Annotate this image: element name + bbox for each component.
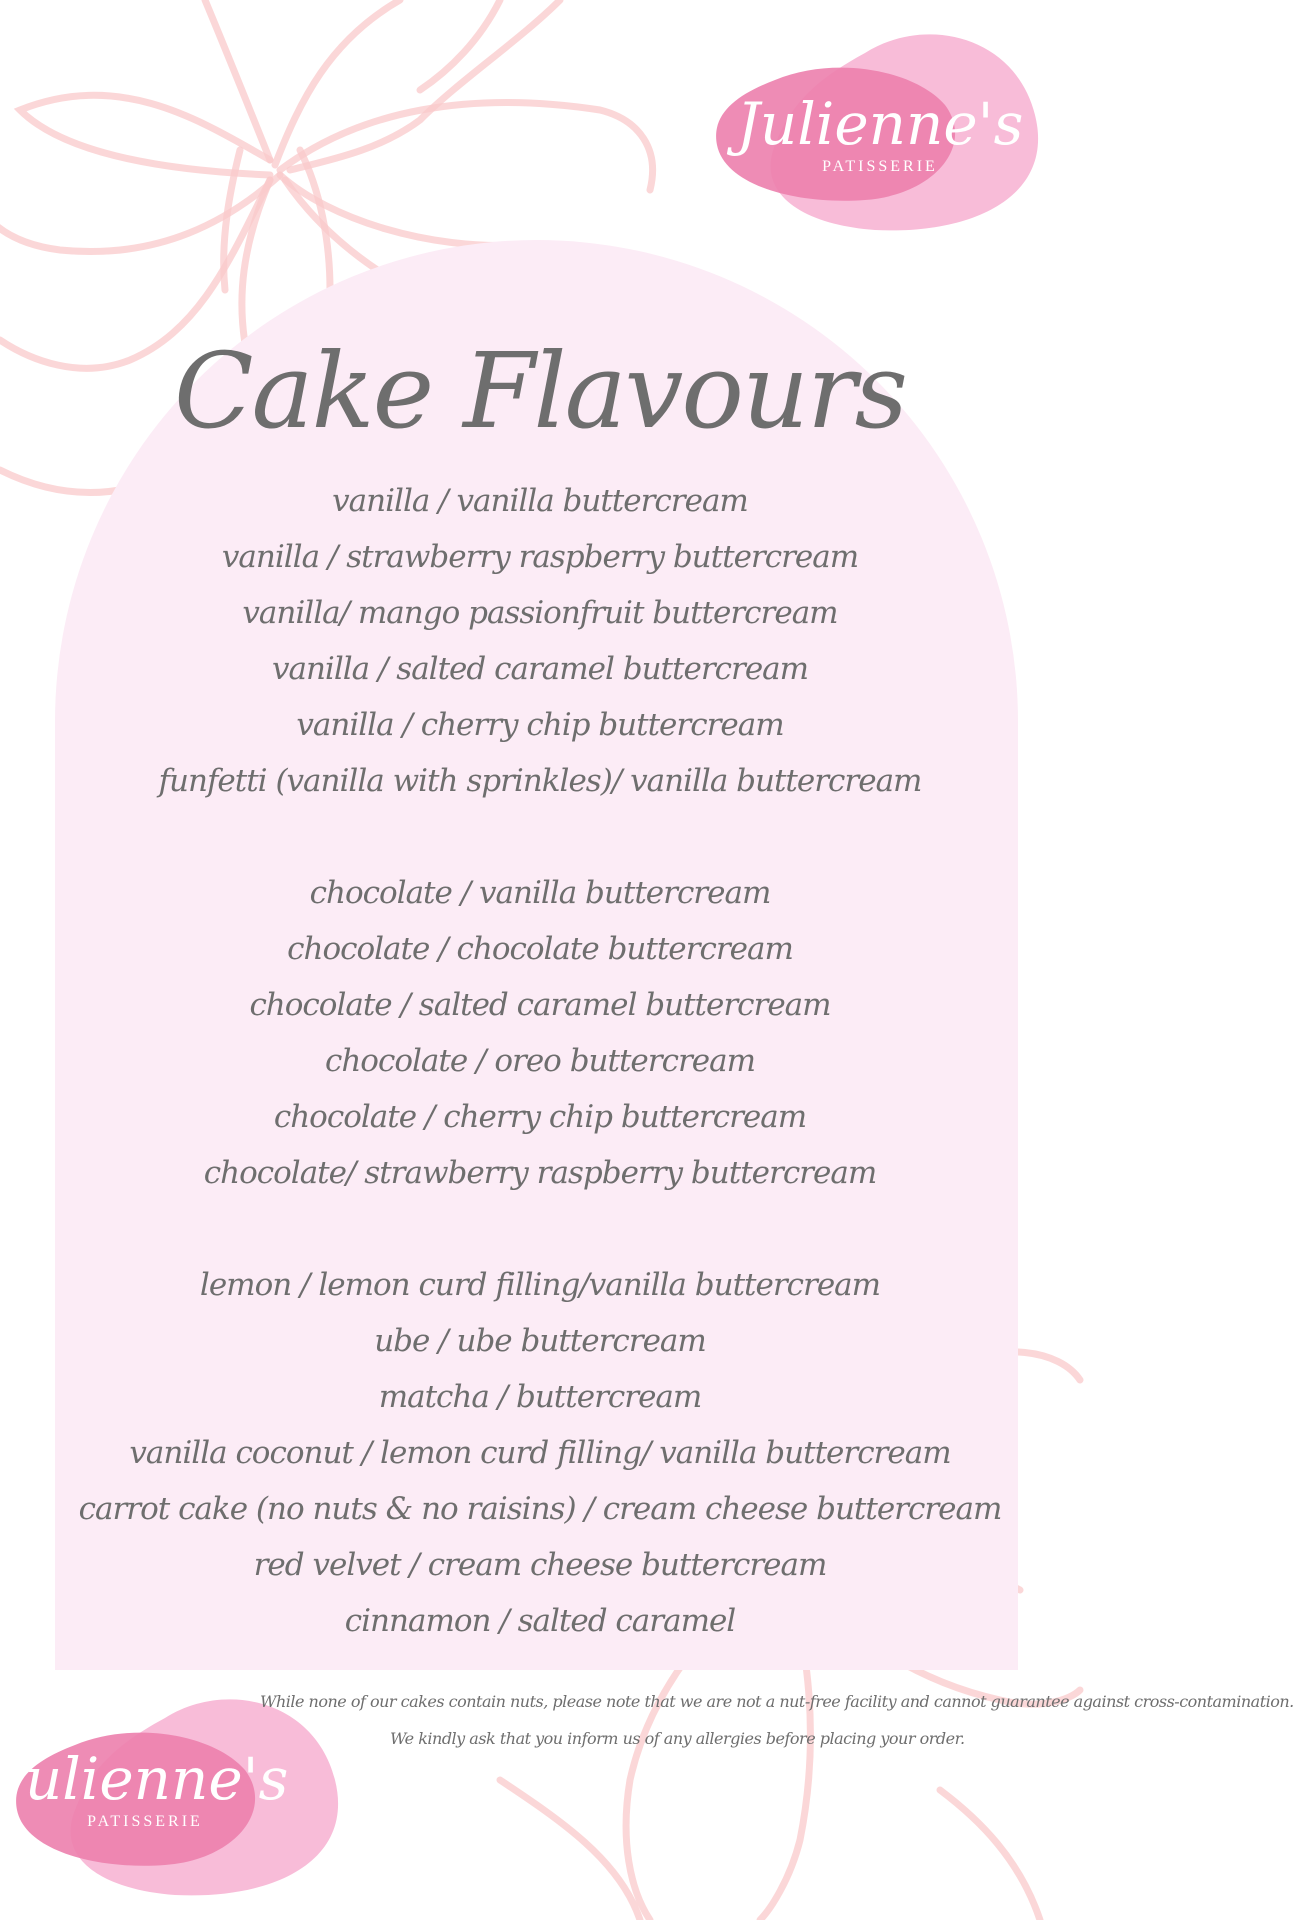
flavour-item: chocolate / vanilla buttercream [309, 875, 771, 911]
flavour-item: vanilla / vanilla buttercream [332, 483, 748, 519]
flavour-item: chocolate / oreo buttercream [324, 1043, 755, 1079]
flavour-item: chocolate / chocolate buttercream [287, 931, 793, 967]
flavour-item: vanilla coconut / lemon curd filling/ vanilla buttercream [129, 1435, 951, 1471]
flavour-item: vanilla/ mango passionfruit buttercream [242, 595, 838, 631]
flavour-list [60, 473, 1020, 1649]
menu-title: Cake Flavours [173, 330, 907, 452]
brand-logo-bottom [1, 1690, 345, 1910]
flavour-item: chocolate / cherry chip buttercream [273, 1099, 807, 1135]
flavour-item: vanilla / salted caramel buttercream [271, 651, 809, 687]
flavour-item: carrot cake (no nuts & no raisins) / cream cheese buttercream [78, 1491, 1002, 1527]
brand-logo-top [715, 25, 1045, 245]
flavour-item: vanilla / strawberry raspberry buttercream [221, 539, 859, 575]
logo-tagline: PATISSERIE [822, 158, 938, 175]
flavour-item: chocolate/ strawberry raspberry buttercream [203, 1155, 877, 1191]
flavour-item: red velvet / cream cheese buttercream [253, 1547, 827, 1583]
logo-wordmark: Julienne's [1, 1745, 289, 1813]
flavour-item: funfetti (vanilla with sprinkles)/ vanilla buttercream [158, 763, 922, 799]
allergy-disclaimer-line2: We kindly ask that you inform us of any allergies before placing your order. [390, 1729, 965, 1748]
allergy-disclaimer-line1: While none of our cakes contain nuts, please note that we are not a nut-free facility and cannot guarantee against cross-contamination. [260, 1692, 1294, 1711]
flavour-item: ube / ube buttercream [374, 1323, 706, 1359]
logo-tagline: PATISSERIE [87, 1813, 203, 1830]
flavour-item: chocolate / salted caramel buttercream [249, 987, 831, 1023]
logo-wordmark: Julienne's [736, 90, 1024, 158]
flavour-item: lemon / lemon curd filling/vanilla buttercream [199, 1267, 881, 1303]
flavour-item: vanilla / cherry chip buttercream [296, 707, 784, 743]
flavour-item: cinnamon / salted caramel [344, 1603, 736, 1639]
flavour-item: matcha / buttercream [378, 1379, 702, 1415]
